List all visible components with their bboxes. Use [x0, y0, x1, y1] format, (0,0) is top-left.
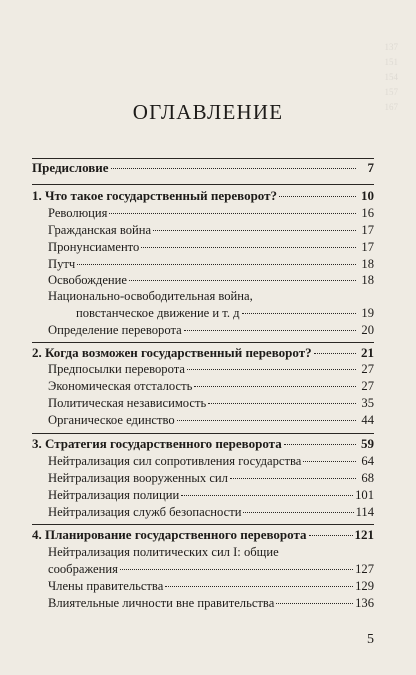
toc-title: Революция — [48, 206, 108, 220]
toc-item[interactable] — [48, 321, 374, 339]
toc-page: 21 — [361, 345, 374, 360]
toc-item[interactable] — [48, 577, 374, 595]
toc-page: 27 — [361, 362, 374, 376]
toc-page: 18 — [361, 257, 374, 271]
dot-leader — [120, 569, 353, 570]
dot-leader — [177, 420, 356, 421]
toc-page: 18 — [361, 273, 374, 287]
toc-page: 114 — [355, 505, 374, 519]
divider — [32, 184, 374, 185]
toc-chapter-4[interactable] — [32, 526, 374, 544]
dot-leader — [129, 280, 356, 281]
toc-page: 121 — [354, 527, 374, 542]
toc-page: 35 — [361, 396, 374, 410]
toc-page: 127 — [355, 562, 374, 576]
toc-title: Нейтрализация полиции — [48, 488, 180, 502]
toc-title: 1. Что такое государственный переворот? — [32, 188, 278, 203]
show-through-text: 137 151 154 157 167 — [384, 42, 398, 112]
toc-title: Нейтрализация вооруженных сил — [48, 471, 228, 485]
dot-leader — [77, 264, 356, 265]
dot-leader — [242, 313, 356, 314]
dot-leader — [184, 330, 356, 331]
dot-leader — [314, 353, 356, 354]
toc-page: 16 — [361, 206, 374, 220]
toc-title: Члены правительства — [48, 579, 164, 593]
toc-page: 10 — [361, 188, 374, 203]
toc-item[interactable] — [48, 221, 374, 239]
toc-title: соображения — [48, 562, 118, 576]
toc-page: 68 — [361, 471, 374, 485]
toc-item[interactable] — [48, 486, 374, 504]
toc-title: Нейтрализация сил сопротивления государства — [48, 454, 302, 468]
toc-page: 101 — [355, 488, 374, 502]
toc-item[interactable] — [48, 560, 374, 578]
toc-page: 59 — [361, 436, 374, 451]
toc-title: Путч — [48, 257, 76, 271]
dot-leader — [187, 369, 356, 370]
toc-item[interactable] — [48, 411, 374, 429]
toc-title: повстанческое движение и т. д — [76, 306, 240, 320]
toc-item[interactable] — [48, 204, 374, 222]
dot-leader — [153, 230, 356, 231]
dot-leader — [230, 478, 356, 479]
toc-chapter-3[interactable] — [32, 435, 374, 453]
toc-title: Предпосылки переворота — [48, 362, 185, 376]
toc-page: 27 — [361, 379, 374, 393]
toc-page: 7 — [367, 160, 374, 175]
toc-page: 44 — [361, 413, 374, 427]
dot-leader — [194, 386, 356, 387]
dot-leader — [284, 444, 356, 445]
toc-page: 20 — [361, 323, 374, 337]
toc-item[interactable] — [48, 238, 374, 256]
toc-page: 136 — [355, 596, 374, 610]
dot-leader — [309, 535, 353, 536]
toc-title: Определение переворота — [48, 323, 182, 337]
toc-item[interactable] — [48, 469, 374, 487]
toc-title: Органическое единство — [48, 413, 175, 427]
dot-leader — [109, 213, 356, 214]
toc-page: 17 — [361, 223, 374, 237]
dot-leader — [165, 586, 353, 587]
page-title: ОГЛАВЛЕНИЕ — [132, 100, 284, 124]
toc-chapter-1[interactable] — [32, 187, 374, 205]
divider — [32, 524, 374, 525]
toc-item[interactable] — [48, 503, 374, 521]
toc-title: 3. Стратегия государственного переворота — [32, 436, 282, 451]
toc-title: 4. Планирование государственного переворота — [32, 527, 307, 542]
toc-page: 17 — [361, 240, 374, 254]
page-number: 5 — [367, 632, 374, 647]
toc-item-first-line[interactable]: Нейтрализация политических сил I: общие — [48, 545, 279, 559]
toc-title: Нейтрализация служб безопасности — [48, 505, 242, 519]
dot-leader — [243, 512, 353, 513]
toc-title: Гражданская война — [48, 223, 152, 237]
dot-leader — [111, 168, 356, 169]
toc-item[interactable] — [48, 452, 374, 470]
divider — [32, 433, 374, 434]
toc-item[interactable] — [76, 304, 374, 322]
toc-title: Пронунсиаменто — [48, 240, 140, 254]
toc-title: Влиятельные личности вне правительства — [48, 596, 275, 610]
toc-item[interactable] — [48, 377, 374, 395]
toc-page: 19 — [361, 306, 374, 320]
toc-item[interactable] — [48, 360, 374, 378]
toc-page: 64 — [361, 454, 374, 468]
toc-preface[interactable] — [32, 159, 374, 177]
toc-page: 129 — [355, 579, 374, 593]
toc-item-first-line[interactable]: Национально-освободительная война, — [48, 289, 253, 303]
toc-title: Политическая независимость — [48, 396, 207, 410]
dot-leader — [303, 461, 356, 462]
dot-leader — [276, 603, 353, 604]
toc-title: Предисловие — [32, 160, 109, 175]
dot-leader — [141, 247, 356, 248]
toc-title: 2. Когда возможен государственный переворот? — [32, 345, 312, 360]
toc-item[interactable] — [48, 394, 374, 412]
dot-leader — [279, 196, 356, 197]
dot-leader — [181, 495, 353, 496]
toc-item[interactable] — [48, 594, 374, 612]
toc-title: Освобождение — [48, 273, 127, 287]
dot-leader — [208, 403, 356, 404]
divider — [32, 342, 374, 343]
toc-title: Экономическая отсталость — [48, 379, 193, 393]
